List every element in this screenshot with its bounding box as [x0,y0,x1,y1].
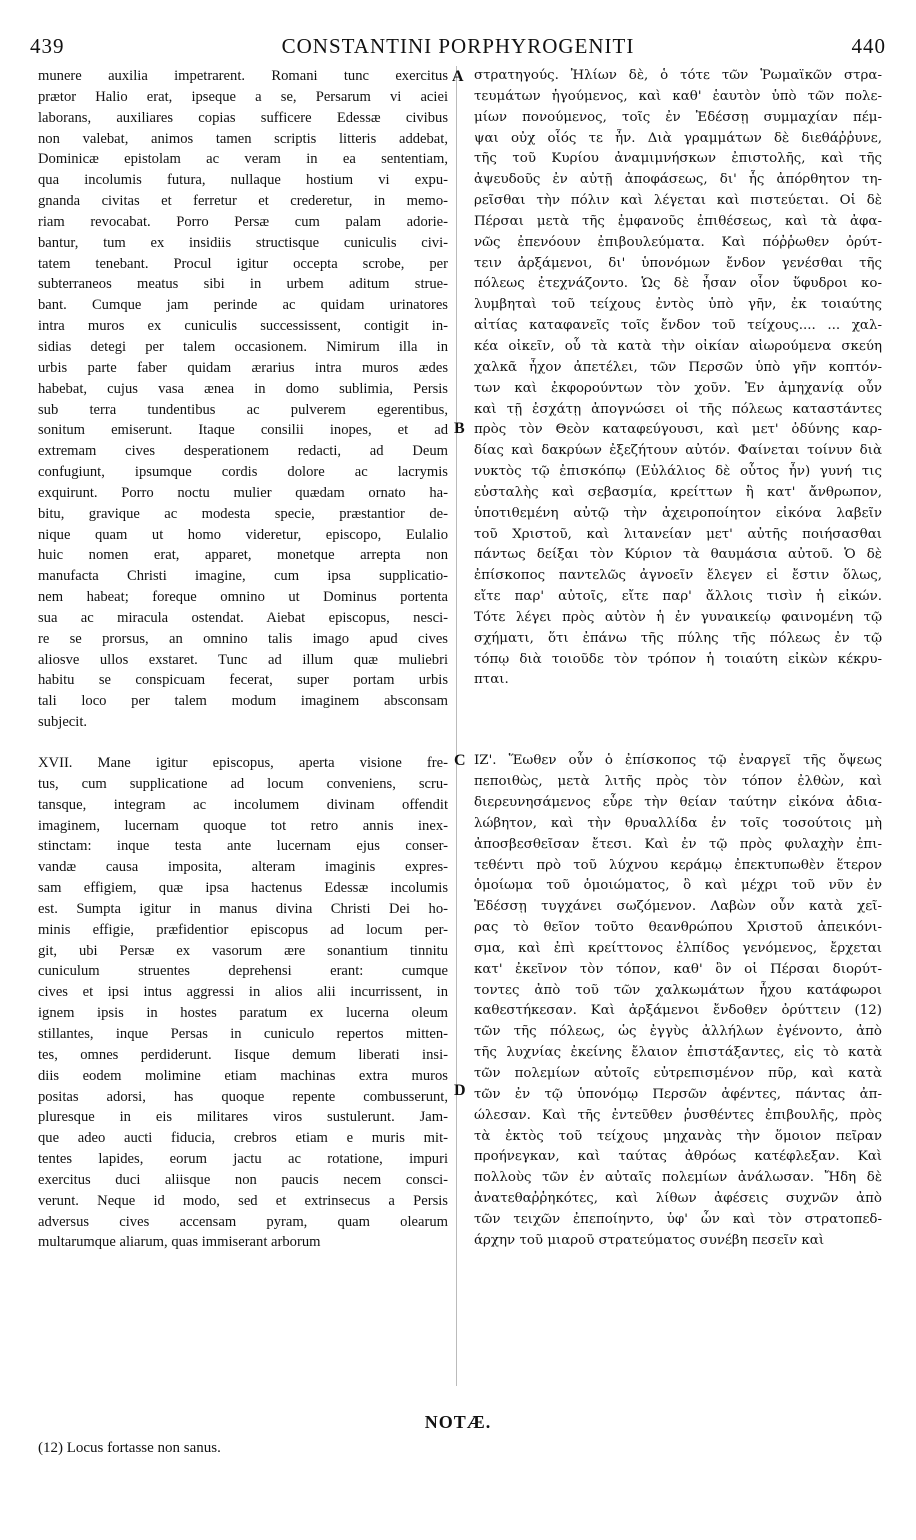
greek-text-line: ρεῖσθαι τὴν πόλιν καὶ λέγεται καὶ πιστεύεται. Οἱ δὲ [474,193,882,209]
latin-text-line: sidias detegi per talem occasionem. Nimirum illa in [38,338,448,355]
greek-text-line: των καὶ ἐκφορούντων τὸν χοῦν. Ἐν ἀμηχανίᾳ οὖν [474,380,882,396]
latin-column [38,66,448,1253]
latin-text-line: imaginem, lucernam quoque tot retro annis inex- [38,817,448,834]
latin-text-line: tus, cum supplicatione ad locum conveniens, scru- [38,775,448,792]
greek-text-line: άρχην τοῦ μιαροῦ στρατεύματος συνέβη πεσεῖν καὶ [474,1232,825,1248]
latin-text-line: laborans, auxiliares copias sufficere Edessæ civibus [38,109,448,126]
greek-text-line: τευμάτων ἡγούμενος, καὶ καθ' ἑαυτὸν ὑπὸ τῶν πολε- [474,88,882,104]
greek-text-spacer [474,691,882,711]
latin-text-line: non valebat, animos tamen scriptis litteris addebat, [38,130,448,147]
running-title: CONSTANTINI PORPHYROGENITI [281,34,635,58]
latin-text-line: stillantes, inque Persas in cuniculo repertos mitten- [38,1025,448,1042]
greek-text-line: πόλεως ἐτεχνάζοντο. Ὡς δὲ ἦσαν οἷον ὕφυδροι κο- [474,276,882,292]
latin-text-line: gnanda civitas et ferretur et crederetur, in memo- [38,193,448,210]
latin-text-line: positas adorsi, has quoque repente combusserunt, [38,1088,448,1105]
greek-text-line: πολλοὺς τῶν ἐν αὐταῖς πολεμίων ἀνάλωσαν. Ἤδη δὲ [474,1170,882,1186]
greek-text-line: τῆς τοῦ Κυρίου ἀναμιμνήσκων ἐπιστολῆς, καὶ τῆς [474,151,882,167]
greek-text-line: εἴτε παρ' αὐτοῖς, εἴτε παρ' ἄλλοις τισὶν ἡ εἰκών. [474,589,882,605]
column-divider [456,66,457,1386]
greek-text-line: ψαι οὐχ οἷός τε ἦν. Διὰ γραμμάτων δὲ διεθάῤῥυνε, [474,130,882,146]
latin-text-line: nique quam ut homo videretur, episcopo, Eulalio [38,526,448,543]
latin-text-line: bitu, gravique ac modesta specie, præstantior de- [38,505,448,522]
greek-text-line: στρατηγούς. Ἠλίων δὲ, ὁ τότε τῶν Ῥωμαϊκῶν στρα- [474,68,882,83]
greek-text-line: τοῦ Χριστοῦ, καὶ λιτανείαν μετ' αὐτῆς ποιήσασθαι [474,526,882,542]
latin-text-line: exercitus duci aliisque non paucis necem consci- [38,1171,448,1188]
latin-text-line: cuniculum struentes deprehensi erant: cumque [38,963,448,980]
latin-text-line: diis eodem molimine etiam machinas extra muros [38,1067,448,1084]
greek-text-line: διερευνησάμενος εὗρε τὴν θείαν ταύτην εἰκόνα ἀδια- [474,795,882,810]
latin-text-line: pluresque in eis militares viros sustulerunt. Jam- [38,1109,448,1126]
latin-text-line: subterraneos meatus sibi in urbem aditum strue- [38,276,448,293]
latin-text-line: minis effigie, præfidentior episcopus ad locum per- [38,921,448,938]
greek-text-line: σχήματι, ὅτι ἐπάνω τῆς πύλης τῆς πόλεως ἐν τῷ [474,630,882,646]
latin-text-line: tatem tenebant. Procul igitur occepta scrobe, per [38,255,448,272]
latin-text-line: tali loco per talem modum imaginem absconsam [38,693,448,710]
latin-text-line: tes, omnes perdiderunt. Iisque demum liberati insi- [38,1046,448,1063]
latin-text-line: tansque, integram ac incolumem divinam offendit [38,796,448,813]
latin-text-line: riam revocabat. Porro Persæ cum palam adorie- [38,213,448,230]
latin-text-line: adversus cives accensam pyram, quam olearum [38,1213,448,1230]
page-number-right: 440 [851,34,886,58]
latin-text-line: stinctam: inque testa ante lucernam ejus conser- [38,838,448,855]
greek-text-line: χαλκᾶ ἦχον ἀπετέλει, τῶν Περσῶν ὑπὸ γῆν κοπτόν- [474,359,882,375]
greek-text-line: μίων πονούμενος, τοῖς ἐν Ἐδέσσῃ συμμαχίαν πέμ- [474,109,882,125]
latin-text-line: manufacta Christi imagine, cum ipsa supplicatio- [38,568,448,585]
margin-marker-d: D [454,1082,466,1099]
greek-text-line: ἀποσβεσθεῖσαν ἔτεσι. Καὶ ἐν τῷ πρὸς φυλαχὴν ἐπι- [474,836,882,852]
greek-text-line: ἀψευδοῦς ἐν αὐτῇ ἀποφάσεως, δι' ἧς ἀπόρθητον τη- [474,172,882,188]
latin-text-line: tentes lapides, eorum jactu ac rotatione, impuri [38,1151,448,1168]
greek-text-line: εὐσταλὴς καὶ σεβασμία, κρείττων ἢ κατ' ἄνθρωπον, [474,484,882,500]
latin-text-line: XVII. Mane igitur episcopus, aperta visione fre- [38,755,448,771]
latin-text-line: sam effigiem, quæ ipsa hactenus Edessæ incolumis [38,880,448,897]
greek-text-line: τὰ ἐκτὸς τοῦ τείχους μηχανὰς τὴν ὅμοιον πεῖραν [474,1128,882,1144]
latin-text-line: Dominicæ epistolam ac veram in ea sententiam, [38,151,448,168]
greek-text-line: δίας καὶ δακρύων ἐξεζήτουν αὐτόν. Φαίνεται τοίνυν διὰ [474,443,882,459]
latin-text-line: bant. Cumque jam perinde ac quidam urinatores [38,297,448,314]
greek-text-line: ἐπίσκοπος παντελῶς ἀγνοεῖν ἔλεγεν εἰ ἔστιν ὅλως, [474,568,882,584]
greek-text-line: Ἐδέσσῃ τυγχάνει σωζόμενον. Λαβὼν οὖν κατὰ χεῖ- [474,899,882,915]
greek-text-line: ἀνατεθαῤῥηκότες, καὶ λίθων ἀφέσεις συχνῶν ἀπὸ [474,1191,882,1207]
latin-text-line: sonitum emiserunt. Itaque consilii inopes, et ad [38,422,448,439]
greek-text-line: ρας τὸ θεῖον τοῦτο θεανθρώπου Χριστοῦ ἀπεικόνι- [474,920,882,936]
latin-text-line: sub terra tundentibus ac pulverem egerentibus, [38,401,448,418]
latin-text-line: est. Sumpta igitur in manus divina Christi Dei ho- [38,900,448,917]
greek-column [474,66,882,1252]
page-number-left: 439 [30,34,65,58]
latin-text-line: ignem ipsis in hostes paratum ex lucerna oleum [38,1005,448,1022]
greek-text-line: τῶν πολεμίων αὐτοῖς εὐτρεπισμένον πῦρ, καὶ κατὰ [474,1065,882,1081]
latin-text-line: exquirunt. Porro noctu mulier quædam ornato ha- [38,484,448,501]
page-header [30,34,886,64]
greek-text-line: ΙΖ'. Ἕωθεν οὖν ὁ ἐπίσκοπος τῷ ἐναργεῖ τῆς ὄψεως [474,753,882,769]
margin-marker-a: A [452,68,464,85]
greek-text-line: τειν ἀρξάμενοι, δι' ὑπονόμων ἔνδον γενέσθαι τῆς [474,255,882,271]
latin-text-line: prætor Halio erat, ipseque a se, Persarum vi aciei [38,88,448,105]
latin-text-line: multarumque aliarum, quas immiserant arborum [38,1234,321,1251]
latin-text-line: urbis parte faber quidam ærarius intra muros ædes [38,359,448,376]
greek-text-line: πρὸς τὸν Θεὸν καταφεύγουσι, καὶ μετ' ὀδύνης καρ- [474,422,882,438]
latin-text-line: huic nomen erat, apparet, monetque arrepta non [38,547,448,564]
greek-text-line: σμα, καὶ ἐπὶ κρείττονος ἐλπίδος γενόμενος, ἔρχεται [474,940,882,956]
footnote: (12) Locus fortasse non sanus. [38,1440,221,1456]
greek-text-line: τῶν ἐν τῷ ὑπονόμῳ Περσῶν ἀφέντες, πάντας ἀπ- [474,1086,882,1102]
greek-text-line: τῶν τῆς πόλεως, ὡς ἐγγὺς ἀλλήλων ἐγένοντο, ἀπὸ [474,1024,882,1040]
latin-text-line: aliosve ullos exstaret. Tunc ad illum quæ muliebri [38,651,448,668]
greek-text-line: τεθέντι πρὸ τοῦ λύχνου κεράμῳ ἐπεκτυπωθὲν ἕτερον [474,857,882,873]
greek-text-line: τῆς λυχνίας ἐκείνης ἔλαιον ἐπιστάξαντες, εἰς τὸ κατὰ [474,1045,882,1061]
greek-text-line: νυκτὸς τῷ ἐπισκόπῳ (Εὐλάλιος δὲ οὗτος ἦν) γυνή τις [474,464,882,480]
latin-text-line: extremam cives desperationem redacti, ad Deum [38,443,448,460]
latin-text-line: cives et ipsi intus aggressi in alios alii incurrissent, in [38,984,448,1001]
latin-text-line: habebat, cujus vasa ænea in domo sublimia, Persis [38,380,448,397]
greek-text-line: καὶ τῇ ἐσχάτῃ ἀπογνώσει οἱ τῆς πόλεως καταστάντες [474,401,882,417]
latin-text-line: verunt. Neque id modo, sed et extrinsecus a Persis [38,1192,448,1209]
latin-text-line: que adeo aucti fiducia, crebros etiam e muris mit- [38,1130,448,1147]
greek-text-line: λώβητον, καὶ τὴν θρυαλλίδα ἐν τοῖς τοσούτοις μὴ [474,815,882,831]
latin-text-line: nem habeat; foreque omnino ut Dominus portenta [38,589,448,606]
latin-text-line: git, ubi Persæ ex vasorum ære sonantium tinnitu [38,942,448,959]
latin-text-spacer [38,733,448,753]
greek-text-line: ώλεσαν. Καὶ τῆς ἐντεῦθεν ῥυσθέντες ἐπιβουλῆς, πρὸς [474,1107,882,1123]
greek-text-line: κατ' ἐκεῖνον τὸν τόπον, καθ' ὃν οἱ Πέρσαι διορύτ- [474,961,882,977]
notes-title: NOTÆ. [424,1412,492,1432]
greek-text-line: Τότε λέγει πρὸς αὐτὸν ἡ ἐν γυναικείῳ φαινομένη τῷ [474,609,882,625]
margin-marker-b: B [454,420,465,437]
greek-text-line: αἰτίας καταφανεῖς τοῖς ἔνδον τοῦ τείχους.... ... χαλ- [474,318,882,334]
margin-marker-c: C [454,752,466,769]
latin-text-line: confugiunt, ipsumque cordis dolore ac lacrymis [38,464,448,481]
latin-text-line: munere auxilia impetrarent. Romani tunc exercitus [38,68,448,84]
greek-text-line: πάντως δείξαι τὸν Κύριον τὰ θαυμάσια αὐτοῦ. Ὁ δὲ [474,547,882,563]
greek-text-line: ὁμοίωμα τοῦ ὁμοιώματος, ὃ καὶ μέχρι τοῦ νῦν ἐν [474,878,882,894]
greek-text-spacer [474,731,882,751]
greek-text-line: ὑποτιθεμένη αὐτῷ τὴν ἀχειροποίητον εἰκόνα λαβεῖν [474,505,882,521]
latin-text-line: re se prorsus, an omnino talis imago apud cives [38,630,448,647]
greek-text-line: πεποιθὼς, μετὰ λιτῆς πρὸς τὸν τόπον ἐλθὼν, καὶ [474,774,882,790]
greek-text-line: τῶν τειχῶν ἐπεποίηντο, ὑφ' ὧν καὶ τὸν στρατοπεδ- [474,1211,882,1227]
greek-text-line: Πέρσαι μετὰ τῆς ἐμφανοῦς ἐπιθέσεως, καὶ τὰ ἀφα- [474,213,882,229]
greek-text-line: προήνεγκαν, καὶ ταύτας ἀθρόως κατέφλεξαν. Καὶ [474,1149,882,1165]
latin-text-line: bantur, tum ex insidiis structisque cuniculis civi- [38,234,448,251]
greek-text-line: πται. [474,672,509,688]
latin-text-line: sua ac miracula ostendat. Aiebat episcopus, nesci- [38,609,448,626]
greek-text-line: καθεστήκεσαν. Καὶ ἀρξάμενοι ἔνδοθεν ὀρύττειν (12) [474,1003,882,1019]
latin-text-line: vandæ causa imposita, alteram imaginis expres- [38,859,448,876]
greek-text-line: τοντες ἀπὸ τοῦ τῶν χαλκωμάτων ἦχου κατάφωροι [474,982,882,998]
latin-text-line: intra muros ex cuniculis successissent, contigit in- [38,318,448,335]
greek-text-line: νῶς ἐπενόουν ἐπιβουλεύματα. Καὶ πόῤῥωθεν ὀρύτ- [474,234,882,250]
greek-text-line: κέα οἰκεῖν, οὗ τὰ κατὰ τὴν οἰκίαν αἰωρούμενα σκεύη [474,338,882,354]
latin-text-line: qua incolumis futura, nullaque hostium vi expu- [38,172,448,189]
greek-text-spacer [474,711,882,731]
latin-text-line: habitu se conspicuam fecerat, super portam urbis [38,672,448,689]
greek-text-line: λυμβηταὶ τοῦ τείχους ἐντὸς ὑπὸ γῆν, ἐκ τοιαύτης [474,297,882,313]
greek-text-line: τόπῳ διὰ τοιοῦδε τὸν τρόπον ἡ τοιαύτη εἰκὼν κέκρυ- [474,651,882,667]
latin-text-line: subjecit. [38,714,88,731]
